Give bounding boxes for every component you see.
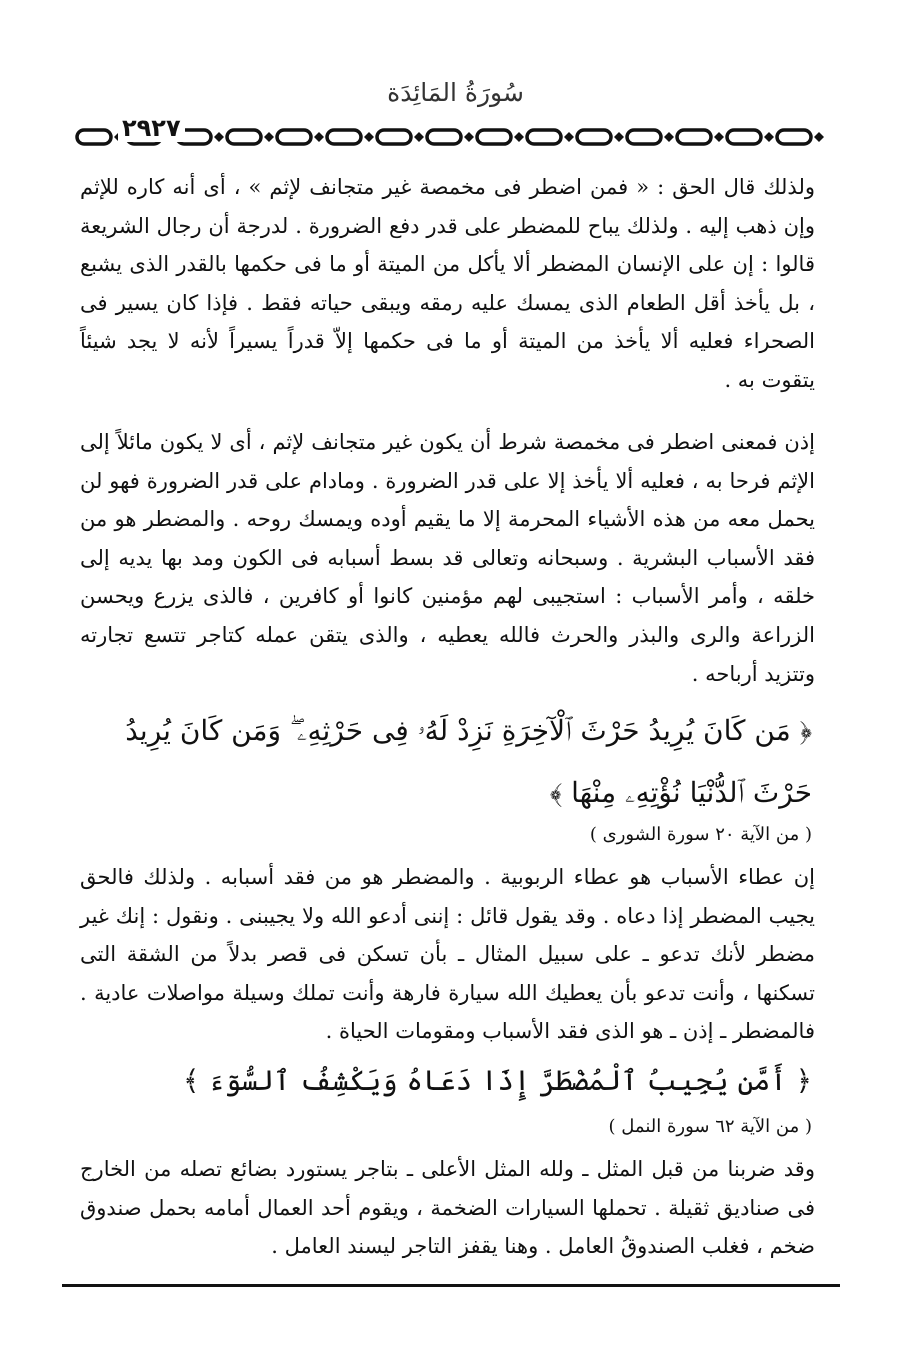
chain-link-ornament bbox=[727, 130, 761, 144]
quran-verse-ash-shura: ﴿ مَن كَانَ يُرِيدُ حَرْثَ ٱلْآخِرَةِ نَزِدْ لَهُۥ فِى حَرْثِهِۦ ۖ وَمَن كَانَ يُرِيدُ حَرْثَ ٱلدُّنْيَا نُؤْتِهِۦ مِنْهَا ﴾ bbox=[125, 714, 812, 809]
chain-link-ornament bbox=[77, 130, 111, 144]
paragraph-2: إذن فمعنى اضطر فى مخمصة شرط أن يكون غير متجانف لإثم ، أى لا يكون مائلاً إلى الإثم فرحا به ، فعليه ألا يأخذ إلا على قدر الضرورة . ومادام على قدر الضرورة فهو لن يحمل معه من هذه الأشياء المحرمة إلا ما يقيم أوده ويمسك روحه . والمضطر هو من فقد الأسباب البشرية . وسبحانه وتعالى قد بسط أسبابه فى الكون ومد بها يديه إلى خلقه ، وأمر الأسباب : استجيبى لهم مؤمنين كانوا أو كافرين ، فالذى يزرع ويحسن الزراعة والرى والبذر والحرث فالله يعطيه ، والذى يتقن عمله كتاجر تتسع تجارته وتتزيد أرباحه . bbox=[80, 430, 815, 686]
chain-link-ornament bbox=[377, 130, 411, 144]
page-header-title: سُورَةُ المَائِدَة bbox=[387, 78, 524, 107]
chain-link-ornament bbox=[327, 130, 361, 144]
decorative-chain-border bbox=[75, 122, 850, 152]
footer-divider-line bbox=[62, 1284, 840, 1287]
diamond-ornament bbox=[764, 132, 774, 142]
diamond-ornament bbox=[614, 132, 624, 142]
verse-reference-ash-shura: ( من الآية ٢٠ سورة الشورى ) bbox=[589, 824, 812, 845]
diamond-ornament bbox=[414, 132, 424, 142]
diamond-ornament bbox=[814, 132, 824, 142]
diamond-ornament bbox=[214, 132, 224, 142]
chain-link-ornament bbox=[427, 130, 461, 144]
chain-link-ornament bbox=[277, 130, 311, 144]
verse-reference-an-naml: ( من الآية ٦٢ سورة النمل ) bbox=[608, 1116, 812, 1137]
chain-link-ornament bbox=[677, 130, 711, 144]
chain-link-ornament bbox=[627, 130, 661, 144]
diamond-ornament bbox=[664, 132, 674, 142]
diamond-ornament bbox=[364, 132, 374, 142]
diamond-ornament bbox=[564, 132, 574, 142]
quran-verse-an-naml: ﴿ أَمَّن يُجِيبُ ٱلْمُضْطَرَّ إِذَا دَعَاهُ وَيَكْشِفُ ٱلسُّوٓءَ ﴾ bbox=[182, 1064, 812, 1097]
diamond-ornament bbox=[714, 132, 724, 142]
diamond-ornament bbox=[514, 132, 524, 142]
diamond-ornament bbox=[464, 132, 474, 142]
paragraph-1: ولذلك قال الحق : « فمن اضطر فى مخمصة غير متجانف لإثم » ، أى أنه كاره للإثم وإن ذهب إليه . ولذلك يباح للمضطر على قدر دفع الضرورة . لدرجة أن رجال الشريعة قالوا : إن على الإنسان المضطر ألا يأكل من الميتة أو ما فى حكمها بالقدر الذى يشبع ، بل يأخذ أقل الطعام الذى يمسك عليه رمقه ويبقى حياته فقط . فإذا كان يسير فى الصحراء فعليه ألا يأخذ من الميتة أو ما فى حكمها إلاّ قدراً يسيراً لأنه لا يجد شيئاً يتقوت به . bbox=[80, 175, 815, 392]
page-number: ٢٩٢٧ bbox=[118, 114, 185, 142]
paragraph-3: إن عطاء الأسباب هو عطاء الربوبية . والمضطر هو من فقد أسبابه . ولذلك فالحق يجيب المضطر إذا دعاه . وقد يقول قائل : إننى أدعو الله ولا يجيبنى . ونقول : إنك غير مضطر لأنك تدعو ـ على سبيل المثال ـ بأن تسكن فى قصر بدلاً من الشقة التى تسكنها ، وأنت تدعو بأن يعطيك الله سيارة فارهة وأنت تملك وسيلة مواصلات عادية . فالمضطر ـ إذن ـ هو الذى فقد الأسباب ومقومات الحياة . bbox=[80, 865, 815, 1044]
chain-link-ornament bbox=[527, 130, 561, 144]
diamond-ornament bbox=[314, 132, 324, 142]
diamond-ornament bbox=[264, 132, 274, 142]
chain-link-ornament bbox=[477, 130, 511, 144]
chain-link-ornament bbox=[777, 130, 811, 144]
chain-link-ornament bbox=[577, 130, 611, 144]
chain-link-ornament bbox=[227, 130, 261, 144]
paragraph-4: وقد ضربنا من قبل المثل ـ ولله المثل الأعلى ـ بتاجر يستورد بضائع تصله من الخارج فى صناديق ثقيلة . تحملها السيارات الضخمة ، ويقوم أحد العمال أمامه بحمل صندوق ضخم ، فغلب الصندوقُ العامل . وهنا يقفز التاجر ليسند العامل . bbox=[80, 1157, 815, 1259]
